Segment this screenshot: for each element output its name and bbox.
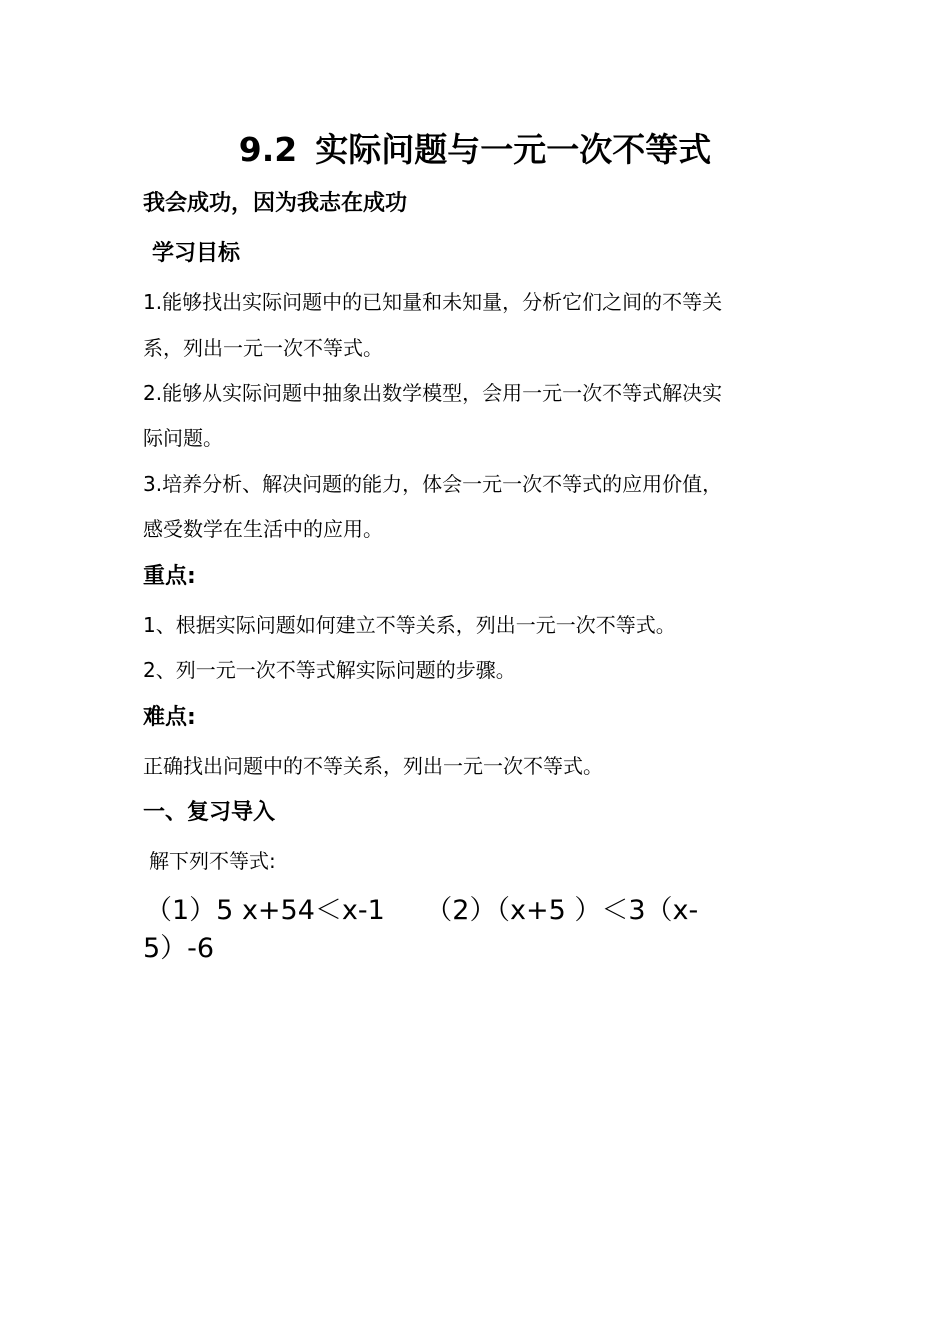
objectives-heading: 学习目标 — [152, 241, 241, 266]
title-number: 9.2 — [238, 130, 298, 169]
difficulty-1: 正确找出问题中的不等关系，列出一元一次不等式。 — [143, 754, 603, 778]
section-1-heading: 一、复习导入 — [143, 800, 276, 825]
exercise-prompt: 解下列不等式: — [149, 849, 276, 873]
objective-3-line-2: 感受数学在生活中的应用。 — [143, 517, 383, 541]
key-point-1: 1、根据实际问题如何建立不等关系，列出一元一次不等式。 — [143, 613, 676, 637]
key-point-2: 2、列一元一次不等式解实际问题的步骤。 — [143, 658, 516, 682]
objective-2-line-1: 2.能够从实际问题中抽象出数学模型，会用一元一次不等式解决实 — [143, 381, 723, 405]
exercise-line-1: （1）5 x+54＜x-1 （2）（x+5 ）＜3（x- — [145, 895, 699, 926]
difficulties-heading: 难点: — [143, 705, 196, 730]
objective-1-line-2: 系，列出一元一次不等式。 — [143, 336, 383, 360]
objective-3-line-1: 3.培养分析、解决问题的能力，体会一元一次不等式的应用价值， — [143, 472, 723, 496]
objective-2-line-2: 际问题。 — [143, 426, 223, 450]
motto: 我会成功，因为我志在成功 — [143, 191, 408, 216]
objective-1-line-1: 1.能够找出实际问题中的已知量和未知量，分析它们之间的不等关 — [143, 290, 723, 314]
exercise-line-2: 5）-6 — [143, 933, 215, 964]
document-title — [0, 127, 950, 173]
title-text: 实际问题与一元一次不等式 — [315, 130, 712, 169]
key-points-heading: 重点: — [143, 564, 196, 589]
